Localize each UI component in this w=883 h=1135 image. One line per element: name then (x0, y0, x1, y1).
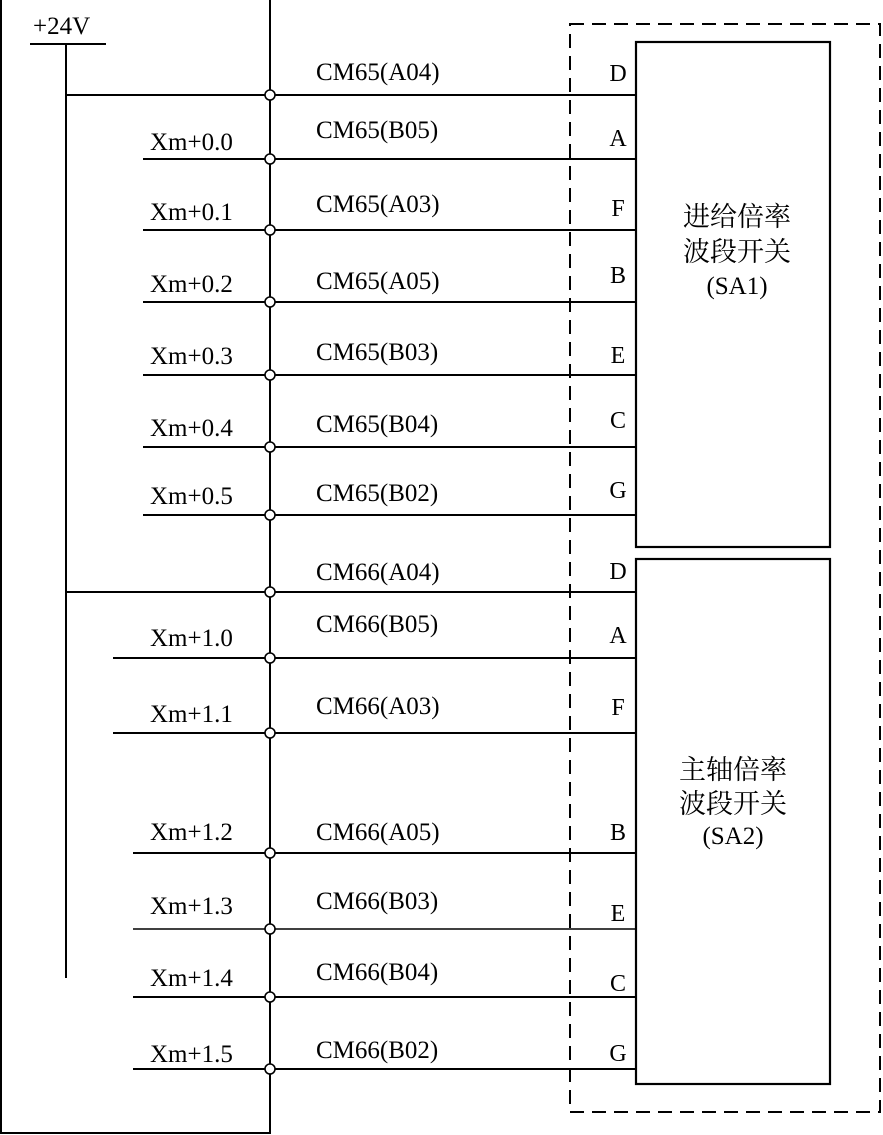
switch-sa2-name-line2: 波段开关 (679, 789, 787, 820)
cable-label: CM66(B05) (316, 611, 439, 638)
pin-label: B (609, 263, 627, 289)
terminal (265, 653, 275, 663)
input-label: Xm+1.5 (150, 1041, 233, 1068)
cable-label: CM65(B05) (316, 117, 439, 144)
pin-label: D (609, 61, 627, 87)
terminal (265, 442, 275, 452)
input-label: Xm+1.0 (150, 625, 233, 652)
terminal (265, 848, 275, 858)
switch-sa1-id: (SA1) (706, 273, 768, 300)
group-sa1-wiring (66, 59, 636, 520)
terminal (265, 1064, 275, 1074)
cable-label: CM66(A03) (316, 693, 440, 720)
cable-label: CM66(A04) (316, 559, 440, 586)
input-label: Xm+0.1 (150, 199, 233, 226)
cable-label: CM66(B04) (316, 959, 439, 986)
pin-label: G (609, 1041, 627, 1067)
terminal (265, 924, 275, 934)
cable-label: CM66(B02) (316, 1037, 439, 1064)
terminal (265, 992, 275, 1002)
input-label: Xm+1.1 (150, 701, 233, 728)
input-label: Xm+0.5 (150, 483, 233, 510)
input-label: Xm+0.2 (150, 271, 233, 298)
pin-label: A (609, 126, 627, 152)
cable-label: CM66(A05) (316, 819, 440, 846)
terminal (265, 225, 275, 235)
switch-sa1-name-line2: 波段开关 (683, 237, 791, 268)
pin-label: E (610, 343, 626, 369)
pin-label: B (609, 820, 627, 846)
input-label: Xm+0.4 (150, 415, 233, 442)
pin-label: C (609, 408, 627, 434)
terminal (265, 154, 275, 164)
terminal (265, 728, 275, 738)
switch-sa2-id: (SA2) (702, 823, 764, 850)
switch-box-sa2 (636, 559, 830, 1084)
cable-label: CM65(A03) (316, 191, 440, 218)
group-sa2-wiring (66, 559, 636, 1074)
pin-label: C (609, 971, 627, 997)
input-label: Xm+0.3 (150, 343, 233, 370)
terminal (265, 90, 275, 100)
supply-label: +24V (33, 13, 91, 40)
controller-outline (1, 0, 270, 1133)
terminal (265, 587, 275, 597)
pin-label: F (611, 695, 625, 721)
cable-label: CM65(B02) (316, 480, 439, 507)
cable-label: CM65(B03) (316, 339, 439, 366)
terminal (265, 370, 275, 380)
pin-label: A (609, 623, 627, 649)
pin-label: D (609, 559, 627, 585)
cable-label: CM65(A04) (316, 59, 440, 86)
switch-sa2-name-line1: 主轴倍率 (679, 755, 787, 786)
input-label: Xm+1.2 (150, 819, 233, 846)
pin-label: E (610, 901, 626, 927)
terminal (265, 297, 275, 307)
cable-label: CM66(B03) (316, 888, 439, 915)
pin-label: F (611, 196, 625, 222)
pin-label: G (609, 478, 627, 504)
input-label: Xm+1.4 (150, 965, 233, 992)
cable-label: CM65(B04) (316, 411, 439, 438)
switch-sa1-name-line1: 进给倍率 (683, 202, 791, 233)
input-label: Xm+1.3 (150, 893, 233, 920)
cable-label: CM65(A05) (316, 268, 440, 295)
terminal (265, 510, 275, 520)
input-label: Xm+0.0 (150, 129, 233, 156)
